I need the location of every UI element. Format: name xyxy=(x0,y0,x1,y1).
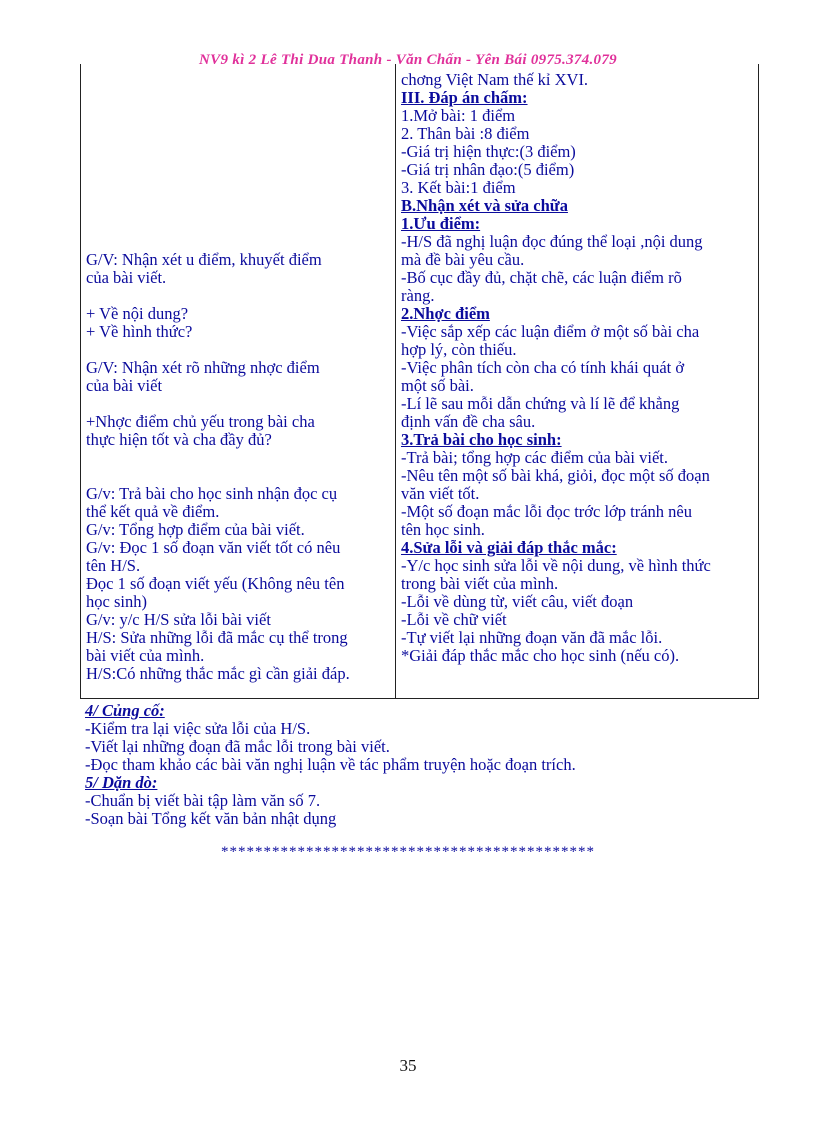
teacher-line: + Về hình thức? xyxy=(86,322,193,341)
content-line: chơng Việt Nam thế kỉ XVI. xyxy=(401,70,589,89)
section-heading: 4.Sửa lỗi và giải đáp thắc mắc: xyxy=(401,538,617,557)
teacher-line: thực hiện tốt và cha đầy đủ? xyxy=(86,430,272,449)
section-heading: 1.Ưu điểm: xyxy=(401,214,481,233)
content-line: ràng. xyxy=(401,286,435,305)
content-line: -Lí lẽ sau mỗi dẫn chứng và lí lẽ để khẳng xyxy=(401,394,680,413)
homework-heading: 5/ Dặn dò: xyxy=(85,773,158,792)
page-header: NV9 kì 2 Lê Thi Dua Thanh - Văn Chấn - Yên Bái 0975.374.079 xyxy=(199,52,617,68)
homework-line: -Chuẩn bị viết bài tập làm văn số 7. xyxy=(85,791,321,810)
consolidation-line: -Kiểm tra lại việc sửa lỗi của H/S. xyxy=(85,719,311,738)
page-number: 35 xyxy=(399,1056,417,1075)
teacher-line: bài viết của mình. xyxy=(86,646,205,665)
content-line: -Nêu tên một số bài khá, giỏi, đọc một số đoạn xyxy=(401,466,710,485)
content-line: -Lỗi về dùng từ, viết câu, viết đoạn xyxy=(401,592,634,611)
consolidation-heading: 4/ Củng cố: xyxy=(85,701,165,720)
homework-line: -Soạn bài Tổng kết văn bản nhật dụng xyxy=(85,809,337,828)
content-line: -Tự viết lại những đoạn văn đã mắc lỗi. xyxy=(401,628,663,647)
section-heading: 3.Trả bài cho học sinh: xyxy=(401,430,562,449)
content-line: -Lỗi về chữ viết xyxy=(401,610,507,629)
content-line: tên học sinh. xyxy=(401,520,485,539)
content-line: văn viết tốt. xyxy=(401,484,480,503)
content-line: -Một số đoạn mắc lỗi đọc trớc lớp tránh nêu xyxy=(401,502,693,521)
teacher-line: G/v: Đọc 1 số đoạn văn viết tốt có nêu xyxy=(86,538,341,557)
section-heading: B.Nhận xét và sửa chữa xyxy=(401,196,568,215)
content-line: 2. Thân bài :8 điểm xyxy=(401,124,530,143)
content-line: -Việc phân tích còn cha có tính khái quát ở xyxy=(401,358,685,377)
content-line: mà đề bài yêu cầu. xyxy=(401,250,525,269)
teacher-line: Đọc 1 số đoạn viết yếu (Không nêu tên xyxy=(86,574,345,593)
teacher-line: của bài viết xyxy=(86,376,163,395)
section-heading: III. Đáp án chấm: xyxy=(401,88,528,107)
teacher-line: G/V: Nhận xét u điểm, khuyết điểm xyxy=(86,250,322,269)
teacher-line: G/v: y/c H/S sửa lỗi bài viết xyxy=(86,610,271,629)
teacher-line: H/S:Có những thắc mắc gì cần giải đáp. xyxy=(86,664,350,683)
teacher-line: G/v: Tổng hợp điểm của bài viết. xyxy=(86,520,305,539)
content-line: *Giải đáp thắc mắc cho học sinh (nếu có). xyxy=(401,646,680,665)
section-heading: 2.Nhợc điểm xyxy=(401,304,490,323)
content-line: trong bài viết của mình. xyxy=(401,574,559,593)
content-line: -Trả bài; tổng hợp các điểm của bài viết. xyxy=(401,448,668,467)
lesson-table xyxy=(80,64,759,699)
content-line: 1.Mở bài: 1 điểm xyxy=(401,106,516,125)
teacher-line: học sinh) xyxy=(86,592,147,611)
content-line: -Giá trị nhân đạo:(5 điểm) xyxy=(401,160,575,179)
teacher-line: G/V: Nhận xét rõ những nhợc điểm xyxy=(86,358,320,377)
teacher-line: G/v: Trả bài cho học sinh nhận đọc cụ xyxy=(86,484,338,503)
content-line: -Y/c học sinh sửa lỗi về nội dung, về hình thức xyxy=(401,556,711,575)
content-line: định vấn đề cha sâu. xyxy=(401,412,536,431)
consolidation-line: -Viết lại những đoạn đã mắc lỗi trong bài viết. xyxy=(85,737,390,756)
content-line: 3. Kết bài:1 điểm xyxy=(401,178,516,197)
content-line: -Giá trị hiện thực:(3 điểm) xyxy=(401,142,576,161)
content-line: một số bài. xyxy=(401,376,474,395)
content-line: hợp lý, còn thiếu. xyxy=(401,340,517,359)
content-line: -Việc sắp xếp các luận điểm ở một số bài cha xyxy=(401,322,700,341)
separator-stars: ******************************************** xyxy=(221,844,595,860)
consolidation-line: -Đọc tham khảo các bài văn nghị luận về tác phẩm truyện hoặc đoạn trích. xyxy=(85,755,576,774)
teacher-line: của bài viết. xyxy=(86,268,167,287)
column-divider xyxy=(395,64,396,698)
content-line: -H/S đã nghị luận đọc đúng thể loại ,nội dung xyxy=(401,232,703,251)
teacher-line: +Nhợc điểm chủ yếu trong bài cha xyxy=(86,412,315,431)
teacher-line: + Về nội dung? xyxy=(86,304,189,323)
teacher-line: thể kết quả về điểm. xyxy=(86,502,220,521)
content-line: -Bố cục đầy đủ, chặt chẽ, các luận điểm rõ xyxy=(401,268,682,287)
teacher-line: tên H/S. xyxy=(86,556,141,575)
teacher-line: H/S: Sửa những lỗi đã mắc cụ thể trong xyxy=(86,628,348,647)
